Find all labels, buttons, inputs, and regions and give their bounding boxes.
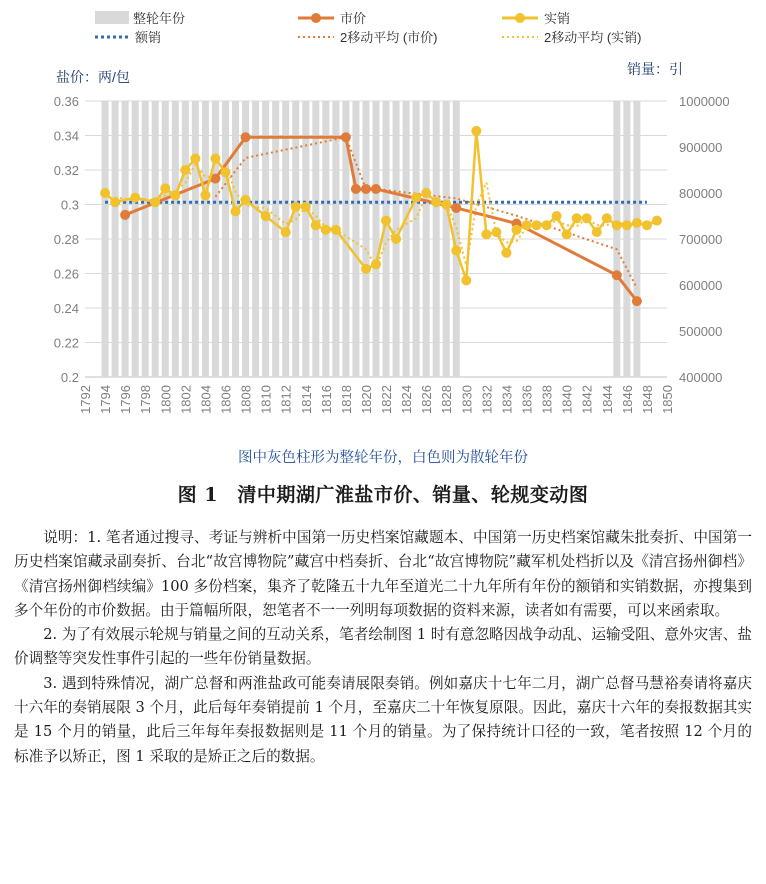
sales-point-1847 xyxy=(632,218,642,228)
sales-point-1834 xyxy=(501,248,511,258)
x-tick-label-1818: 1818 xyxy=(338,385,354,414)
whole-cycle-bar-1810 xyxy=(262,101,269,377)
sales-point-1810 xyxy=(261,211,271,221)
sales-point-1812 xyxy=(281,227,291,237)
price-point-1820 xyxy=(361,184,371,194)
whole-cycle-bar-1815 xyxy=(312,101,319,377)
x-tick-label-1832: 1832 xyxy=(479,384,495,414)
x-tick-label-1840: 1840 xyxy=(559,385,575,414)
sales-point-1828 xyxy=(441,200,451,210)
sales-point-1803 xyxy=(190,154,200,164)
x-tick-label-1822: 1822 xyxy=(379,385,395,414)
sales-point-1825 xyxy=(411,193,421,203)
sales-point-1844 xyxy=(602,213,612,223)
figure-title: 图 1 清中期湖广淮盐市价、销量、轮规变动图 xyxy=(177,484,589,506)
x-tick-label-1838: 1838 xyxy=(539,385,555,414)
sales-point-1815 xyxy=(311,220,321,230)
price-point-1818 xyxy=(341,132,351,142)
sales-point-1832 xyxy=(481,229,491,239)
whole-cycle-bar-1819 xyxy=(352,101,359,377)
left-axis-title: 盐价：两/包 xyxy=(56,69,130,85)
left-tick-label-0: 0.2 xyxy=(60,370,79,385)
whole-cycle-bar-1812 xyxy=(282,101,289,377)
whole-cycle-bar-1800 xyxy=(162,101,169,377)
sales-point-1794 xyxy=(100,188,110,198)
description-paragraph-2: 2. 为了有效展示轮规与销量之间的互动关系，笔者绘制图 1 时有意忽略因战争动乱、运输受阻、意外灾害、盐价调整等突发性事件引起的一些年份销量数据。 xyxy=(14,626,752,668)
legend-sales-label: 实销 xyxy=(544,11,571,26)
sales-point-1827 xyxy=(431,197,441,207)
sales-point-1838 xyxy=(542,220,552,230)
sales-point-1807 xyxy=(231,206,241,216)
sales-point-1806 xyxy=(220,167,230,177)
description xyxy=(14,526,752,769)
whole-cycle-bar-1816 xyxy=(322,101,329,377)
left-tick-label-1: 0.22 xyxy=(53,335,79,351)
x-tick-label-1792: 1792 xyxy=(78,385,93,414)
legend-bar-swatch xyxy=(95,11,129,24)
x-tick-label-1824: 1824 xyxy=(399,385,415,414)
whole-cycle-bar-1817 xyxy=(332,101,339,377)
price-point-1847 xyxy=(632,296,642,306)
left-tick-label-6: 0.32 xyxy=(53,163,79,178)
sales-point-1823 xyxy=(391,234,401,244)
x-tick-label-1808: 1808 xyxy=(238,385,254,414)
sales-point-1843 xyxy=(592,227,602,237)
description-paragraph-3: 3. 遇到特殊情况，湖广总督和两淮盐政可能奏请展限奏销。例如嘉庆十七年二月，湖广总督马慧裕奏请将嘉庆十六年的奏销展限 3 个月，此后每年奏销提前 1 个月，至嘉庆二十年恢复原限。因此，嘉庆十六年的奏报数据其实是 15 个月的销量，此后三年每年奏报数据则是 11 个月的销量。为了保持统计口径的一致，笔者按照 12 个月的标准予以矫正，图 1 采取的是矫正之后的数据。 xyxy=(14,674,752,765)
x-tick-label-1796: 1796 xyxy=(118,385,134,414)
whole-cycle-bar-1796 xyxy=(122,101,129,377)
price-point-1796 xyxy=(120,210,130,220)
whole-cycle-bar-1809 xyxy=(252,101,259,377)
sales-point-1800 xyxy=(160,183,170,193)
x-tick-label-1826: 1826 xyxy=(419,385,435,414)
x-tick-label-1844: 1844 xyxy=(599,385,615,414)
price-point-1845 xyxy=(612,270,622,280)
left-tick-label-4: 0.28 xyxy=(53,232,79,247)
x-tick-label-1830: 1830 xyxy=(459,385,475,414)
x-axis-ticks xyxy=(78,385,675,414)
sales-point-1845 xyxy=(612,220,622,230)
sales-point-1833 xyxy=(491,227,501,237)
sales-point-1849 xyxy=(652,216,662,226)
whole-cycle-bar-1811 xyxy=(272,101,279,377)
whole-cycle-bar-1806 xyxy=(222,101,229,377)
sales-point-1817 xyxy=(331,225,341,235)
legend-price-marker xyxy=(311,13,321,23)
legend-whole-cycle-label: 整轮年份 xyxy=(133,11,186,26)
whole-cycle-bar-1826 xyxy=(423,101,430,377)
sales-point-1829 xyxy=(451,246,461,256)
left-tick-label-2: 0.24 xyxy=(53,301,79,316)
whole-cycle-bar-1828 xyxy=(443,101,450,377)
right-axis-title: 销量：引 xyxy=(627,61,683,77)
right-tick-label-3: 700000 xyxy=(679,232,723,247)
sales-point-1797 xyxy=(130,193,140,203)
x-tick-label-1804: 1804 xyxy=(198,385,214,414)
x-tick-label-1802: 1802 xyxy=(178,385,194,414)
whole-cycle-bar-1846 xyxy=(623,101,630,377)
left-tick-label-3: 0.26 xyxy=(53,266,79,282)
legend-quota-label: 额销 xyxy=(135,30,162,45)
legend-ma-sales-label: 2移动平均 (实销) xyxy=(544,30,642,45)
whole-cycle-bar-1795 xyxy=(112,101,119,377)
x-tick-label-1800: 1800 xyxy=(158,385,174,414)
sales-point-1835 xyxy=(511,225,521,235)
whole-cycle-bar-1805 xyxy=(212,101,219,377)
x-tick-label-1814: 1814 xyxy=(298,385,314,414)
sales-point-1840 xyxy=(562,229,572,239)
sales-point-1795 xyxy=(110,197,120,207)
whole-cycle-bar-1794 xyxy=(102,101,109,377)
sales-point-1831 xyxy=(471,126,481,136)
whole-cycle-bar-1827 xyxy=(433,101,440,377)
right-tick-label-1: 500000 xyxy=(679,324,723,339)
whole-cycle-bar-1804 xyxy=(202,101,209,377)
whole-cycle-bar-1820 xyxy=(362,101,369,377)
chart-caption-note: 图中灰色柱形为整轮年份，白色则为散轮年份 xyxy=(238,450,528,466)
sales-point-1821 xyxy=(371,259,381,269)
right-tick-label-5: 900000 xyxy=(679,140,723,155)
left-tick-label-5: 0.3 xyxy=(60,197,79,213)
sales-point-1826 xyxy=(421,188,431,198)
sales-point-1839 xyxy=(552,211,562,221)
x-tick-label-1798: 1798 xyxy=(138,385,154,414)
sales-point-1820 xyxy=(361,264,371,274)
x-tick-label-1812: 1812 xyxy=(278,385,294,414)
price-point-1808 xyxy=(241,132,251,142)
sales-point-1799 xyxy=(150,197,160,207)
x-tick-label-1810: 1810 xyxy=(258,385,274,414)
right-tick-label-0: 400000 xyxy=(679,370,723,385)
whole-cycle-bar-1813 xyxy=(292,101,299,377)
x-tick-label-1848: 1848 xyxy=(639,385,655,414)
legend xyxy=(95,11,642,45)
legend-sales-marker xyxy=(515,13,525,23)
x-tick-label-1806: 1806 xyxy=(218,385,234,414)
description-paragraph-1: 说明：1. 笔者通过搜寻、考证与辨析中国第一历史档案馆藏题本、中国第一历史档案馆藏朱批奏折、中国第一历史档案馆藏录副奏折、台北“故宫博物院”藏宫中档奏折、台北“故宫博物院”藏军机处档折以及《清宫扬州御档》《清宫扬州御档续编》100 多份档案，集齐了乾隆五十九年至道光二十九年所有年份的额销和实销数据，亦搜集到多个年份的市价数据。由于篇幅所限，恕笔者不一一列明每项数据的资料来源，读者如有需要，可以来函索取。 xyxy=(14,529,752,619)
whole-cycle-bar-1801 xyxy=(172,101,179,377)
sales-point-1822 xyxy=(381,216,391,226)
sales-point-1816 xyxy=(321,225,331,235)
price-point-1829 xyxy=(451,203,461,213)
left-tick-label-8: 0.36 xyxy=(53,94,79,109)
right-tick-label-2: 600000 xyxy=(679,278,723,293)
legend-ma-price-label: 2移动平均 (市价) xyxy=(340,30,438,45)
whole-cycle-bar-1797 xyxy=(132,101,139,377)
price-point-1819 xyxy=(351,184,361,194)
price-point-1821 xyxy=(371,184,381,194)
right-tick-label-4: 800000 xyxy=(679,186,723,201)
whole-cycle-bar-1825 xyxy=(413,101,420,377)
sales-point-1804 xyxy=(200,190,210,200)
x-tick-label-1820: 1820 xyxy=(358,385,374,414)
whole-cycle-bar-1802 xyxy=(182,101,189,377)
x-tick-label-1842: 1842 xyxy=(579,385,595,414)
legend-price-label: 市价 xyxy=(340,11,367,26)
sales-point-1814 xyxy=(301,202,311,212)
x-tick-label-1794: 1794 xyxy=(98,385,114,414)
left-tick-label-7: 0.34 xyxy=(53,128,79,144)
sales-point-1836 xyxy=(522,220,532,230)
right-tick-label-6: 1000000 xyxy=(679,94,730,109)
x-tick-label-1850: 1850 xyxy=(660,385,675,414)
sales-point-1805 xyxy=(210,154,220,164)
whole-cycle-bar-1847 xyxy=(633,101,640,377)
whole-cycle-bar-1821 xyxy=(372,101,379,377)
sales-point-1830 xyxy=(461,275,471,285)
x-tick-label-1816: 1816 xyxy=(318,385,334,414)
left-axis-ticks xyxy=(54,94,79,385)
whole-cycle-bar-1807 xyxy=(232,101,239,377)
sales-point-1808 xyxy=(241,195,251,205)
x-tick-label-1836: 1836 xyxy=(519,385,535,414)
whole-cycle-bar-1798 xyxy=(142,101,149,377)
right-axis-ticks xyxy=(679,94,730,385)
whole-cycle-bar-1824 xyxy=(403,101,410,377)
sales-point-1837 xyxy=(532,220,542,230)
whole-cycle-bar-1845 xyxy=(613,101,620,377)
sales-point-1848 xyxy=(642,220,652,230)
x-tick-label-1834: 1834 xyxy=(499,384,515,414)
sales-point-1841 xyxy=(572,213,582,223)
salt-price-sales-chart xyxy=(0,0,766,440)
whole-cycle-bar-1814 xyxy=(302,101,309,377)
x-tick-label-1846: 1846 xyxy=(619,385,635,414)
sales-point-1813 xyxy=(291,202,301,212)
whole-cycle-bar-1803 xyxy=(192,101,199,377)
sales-point-1801 xyxy=(170,190,180,200)
whole-cycle-bar-1799 xyxy=(152,101,159,377)
sales-point-1842 xyxy=(582,213,592,223)
sales-point-1802 xyxy=(180,165,190,175)
sales-point-1846 xyxy=(622,220,632,230)
x-tick-label-1828: 1828 xyxy=(439,385,455,414)
